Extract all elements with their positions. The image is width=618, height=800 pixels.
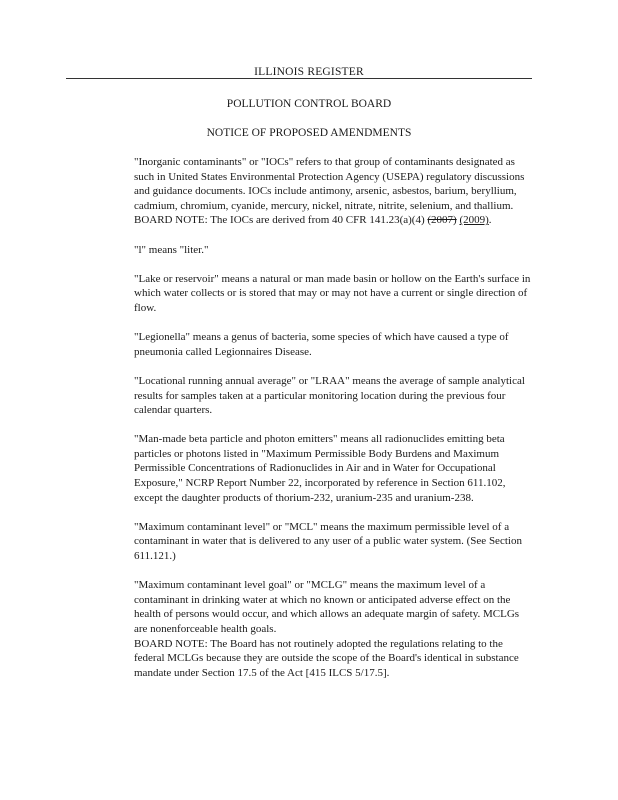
definition-liter: "l" means "liter." bbox=[134, 243, 209, 256]
definition-iocs bbox=[134, 155, 534, 228]
definition-lraa: "Locational running annual average" or "LRAA" means the average of sample analytical results for samples taken at a particular monitoring location during the previous four calendar quarters. bbox=[134, 374, 525, 417]
document-body bbox=[134, 155, 534, 695]
board-note-end: . bbox=[488, 214, 492, 227]
notice-title: NOTICE OF PROPOSED AMENDMENTS bbox=[206, 127, 412, 139]
agency-title: POLLUTION CONTROL BOARD bbox=[226, 98, 392, 110]
board-note: BOARD NOTE: The Board has not routinely adopted the regulations relating to the federal MCLGs because they are outside the scope of the Board's identical in substance mandate under Section 17.5 of the Act [415 ILCS 5/17.5]. bbox=[134, 637, 519, 679]
definition-text: "Inorganic contaminants" or "IOCs" refers to that group of contaminants designated as such in United States Environmental Protection Agency (USEPA) regulatory discussions and guidance documents. IOCs include antimony, arsenic, asbestos, barium, beryllium, cadmium, chromium, cyanide, mercury, nickel, nitrate, nitrite, selenium, and thallium. bbox=[134, 156, 525, 212]
board-note-text: BOARD NOTE: The IOCs are derived from 40 CFR 141.23(a)(4) bbox=[134, 214, 428, 227]
deleted-text: (2007) bbox=[427, 214, 457, 227]
inserted-text: (2009) bbox=[459, 214, 489, 227]
definition-legionella: "Legionella" means a genus of bacteria, some species of which have caused a type of pneumonia called Legionnaires Disease. bbox=[134, 331, 509, 358]
header-rule bbox=[66, 78, 532, 79]
running-head: ILLINOIS REGISTER bbox=[254, 66, 364, 78]
definition-text: "Maximum contaminant level goal" or "MCLG" means the maximum level of a contaminant in drinking water at which no known or anticipated adverse effect on the health of persons would occur, and which allows an adequate margin of safety. MCLGs are nonenforceable health goals. bbox=[134, 579, 520, 635]
definition-man-made-emitters: "Man-made beta particle and photon emitters" means all radionuclides emitting beta particles or photons listed in "Maximum Permissible Body Burdens and Maximum Permissible Concentrations of Radionuclides in Air and in Water for Occupational Exposure," NCRP Report Number 22, incorporated by reference in Section 611.102, except the daughter products of thorium-232, uranium-235 and uranium-238. bbox=[134, 433, 506, 504]
definition-mclg bbox=[134, 578, 534, 680]
board-note bbox=[134, 214, 492, 226]
definition-lake-or-reservoir: "Lake or reservoir" means a natural or man made basin or hollow on the Earth's surface in which water collects or is stored that may or may not have a current or single direction of flow. bbox=[134, 272, 531, 314]
definition-mcl: "Maximum contaminant level" or "MCL" means the maximum permissible level of a contaminant in water that is delivered to any user of a public water system. (See Section 611.121.) bbox=[134, 520, 522, 563]
